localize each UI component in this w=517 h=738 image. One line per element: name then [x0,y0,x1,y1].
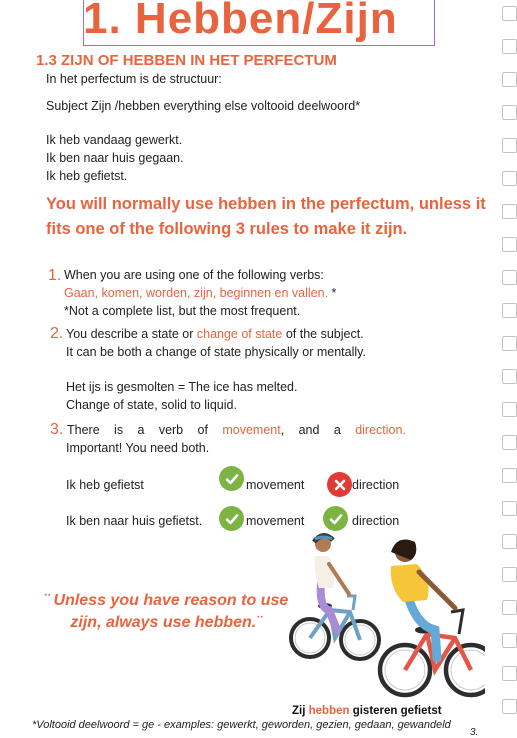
compare-sentence: Ik heb gefietst [66,478,144,492]
checkbox[interactable] [502,105,517,120]
checkbox[interactable] [502,336,517,351]
checkbox[interactable] [502,171,517,186]
rule-1-verbs: Gaan, komen, worden, zijn, beginnen en vallen. [64,286,329,300]
rule-3-word: , [280,423,285,437]
check-icon [323,506,348,531]
rule-3-word: of [197,423,208,437]
rule-2-line2: It can be both a change of state physically or mentally. [66,345,366,359]
checkbox[interactable] [502,699,517,714]
rule-3-movement: movement [222,423,281,437]
checkbox[interactable] [502,237,517,252]
page-title: 1. Hebben/Zijn [83,0,398,43]
rule-2-example-note: Change of state, solid to liquid. [66,398,237,412]
checkbox[interactable] [502,666,517,681]
check-icon [219,506,244,531]
rule-2-example: Het ijs is gesmolten = The ice has melted. [66,380,298,394]
compare-direction-label: direction [352,514,400,528]
quote-callout: ¨ Unless you have reason to use zijn, always use hebben.¨ [43,592,289,631]
rule-3-word: a [137,423,145,437]
checkbox[interactable] [502,633,517,648]
rule-3-word: There [67,423,100,437]
caption-highlight: hebben [308,705,350,717]
section-heading: 1.3 ZIJN OF HEBBEN IN HET PERFECTUM [36,52,337,69]
example-sentence: Ik heb gefietst. [46,169,128,183]
rule-statement: You will normally use hebben in the perfectum, unless it fits one of the following 3 rules to make it zijn. [46,195,486,238]
checkbox[interactable] [502,600,517,615]
rule-1-asterisk: * [328,286,337,300]
structure-text: Subject Zijn /hebben everything else voltooid deelwoord* [46,99,361,113]
caption-part: Zij [292,705,309,717]
checkbox[interactable] [502,567,517,582]
rule-3-word: and [298,423,320,437]
checkbox[interactable] [502,6,517,21]
rule-3-word: verb [158,423,184,437]
example-sentence: Ik heb vandaag gewerkt. [46,133,183,147]
checkbox[interactable] [502,369,517,384]
rule-number: 2. [50,325,64,342]
page-number: 3. [470,727,479,738]
cyclist-back-figure [291,535,379,659]
rule-1-text: When you are using one of the following verbs: [64,268,324,282]
checkbox[interactable] [502,402,517,417]
checkbox[interactable] [502,468,517,483]
rule-number: 3. [50,421,64,438]
rule-1-verbs-line [64,286,336,300]
rule-3-word: is [114,423,124,437]
rule-1-note: *Not a complete list, but the most frequent. [64,304,301,318]
checkbox[interactable] [502,39,517,54]
checkbox[interactable] [502,435,517,450]
checkbox[interactable] [502,270,517,285]
checkbox[interactable] [502,534,517,549]
rule-3-text [67,423,406,437]
footnote: *Voltooid deelwoord = ge - examples: gewerkt, geworden, gezien, gedaan, gewandeld [32,719,451,731]
checkbox[interactable] [502,501,517,516]
checkbox[interactable] [502,303,517,318]
checkbox[interactable] [502,72,517,87]
rule-number: 1. [48,267,62,284]
caption-part: gisteren gefietst [349,705,442,717]
compare-direction-label: direction [352,478,400,492]
compare-sentence: Ik ben naar huis gefietst. [66,514,203,528]
cyclists-illustration [285,530,485,710]
compare-movement-label: movement [246,514,305,528]
rule-2-text [66,327,364,341]
check-icon [219,466,244,491]
illustration-caption [292,705,442,717]
rule-3-important: Important! You need both. [66,441,210,455]
rule-2-highlight: change of state [196,327,283,341]
intro-text: In het perfectum is de structuur: [46,72,222,86]
rule-3-movement-group [222,423,284,437]
compare-movement-label: movement [246,478,305,492]
checkbox[interactable] [502,204,517,219]
rule-2-text-a: You describe a state or [66,327,197,341]
cyclist-front-figure [380,540,485,695]
checkbox[interactable] [502,138,517,153]
example-sentence: Ik ben naar huis gegaan. [46,151,184,165]
rule-3-direction: direction. [355,423,406,437]
rule-3-word: a [333,423,341,437]
rule-2-text-b: of the subject. [282,327,364,341]
cross-icon [327,472,352,497]
